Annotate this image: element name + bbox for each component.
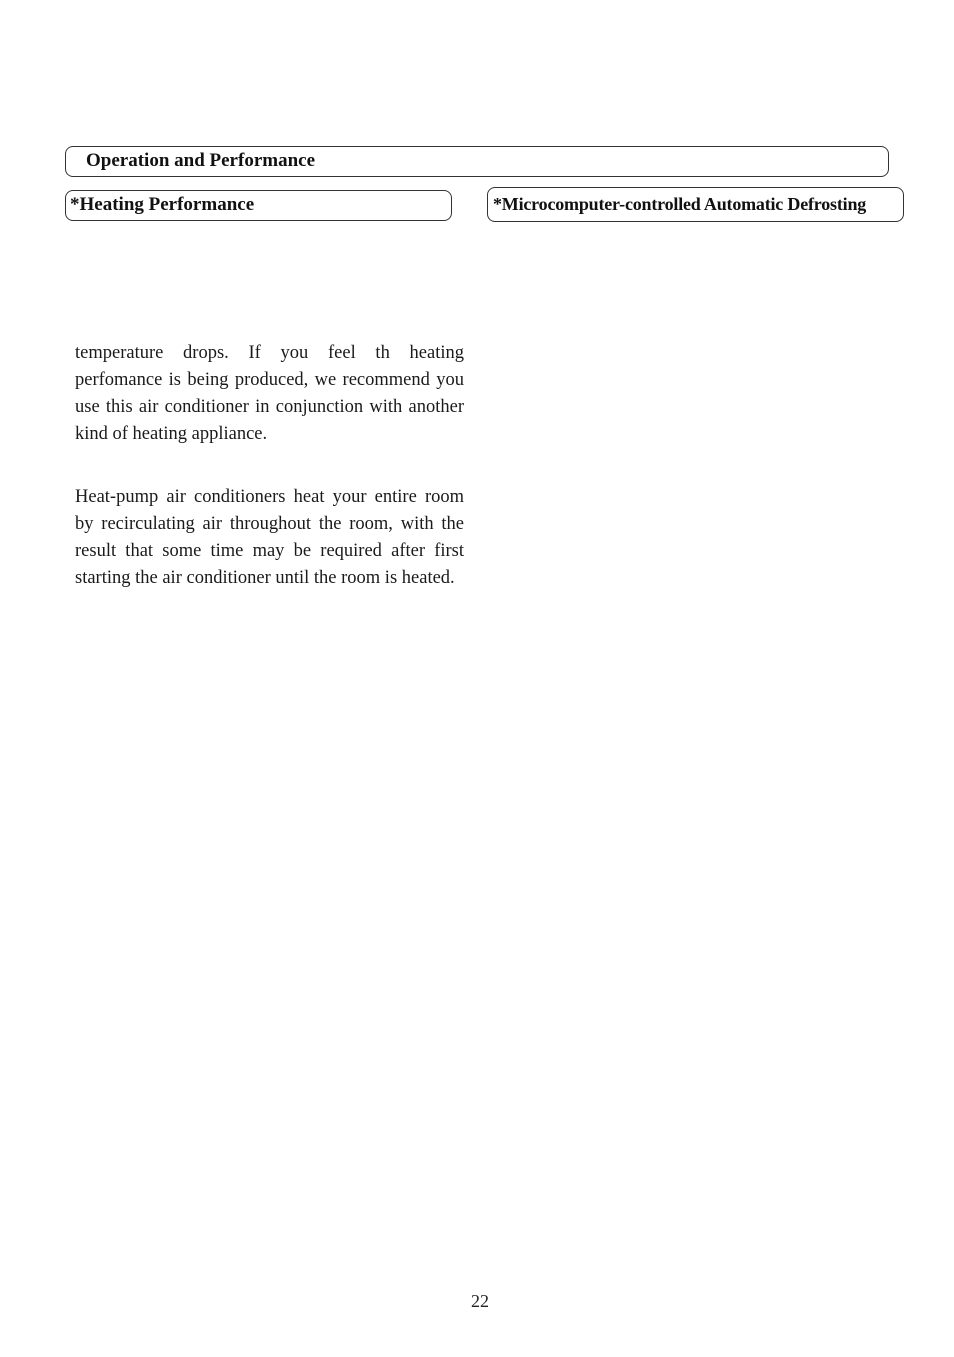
heating-performance-title: *Heating Performance — [70, 194, 255, 215]
heating-paragraph-2: Heat-pump air conditioners heat your entire room by recirculating air throughout the room, with the result that some time may be required after first starting the air conditioner until the room is heated. — [75, 487, 464, 588]
subsection-header-heating-performance — [65, 190, 452, 221]
subsection-header-automatic-defrosting — [487, 187, 904, 222]
heating-paragraph-1: temperature drops. If you feel th heating perfomance is being produced, we recommend you use this air conditioner in conjunction with another kind of heating appliance. — [75, 343, 464, 444]
section-header-operation-and-performance — [65, 146, 889, 177]
section-title: Operation and Performance — [86, 150, 316, 171]
automatic-defrosting-title: *Microcomputer-controlled Automatic Defrosting — [493, 194, 867, 214]
page-number: 22 — [471, 1291, 489, 1311]
